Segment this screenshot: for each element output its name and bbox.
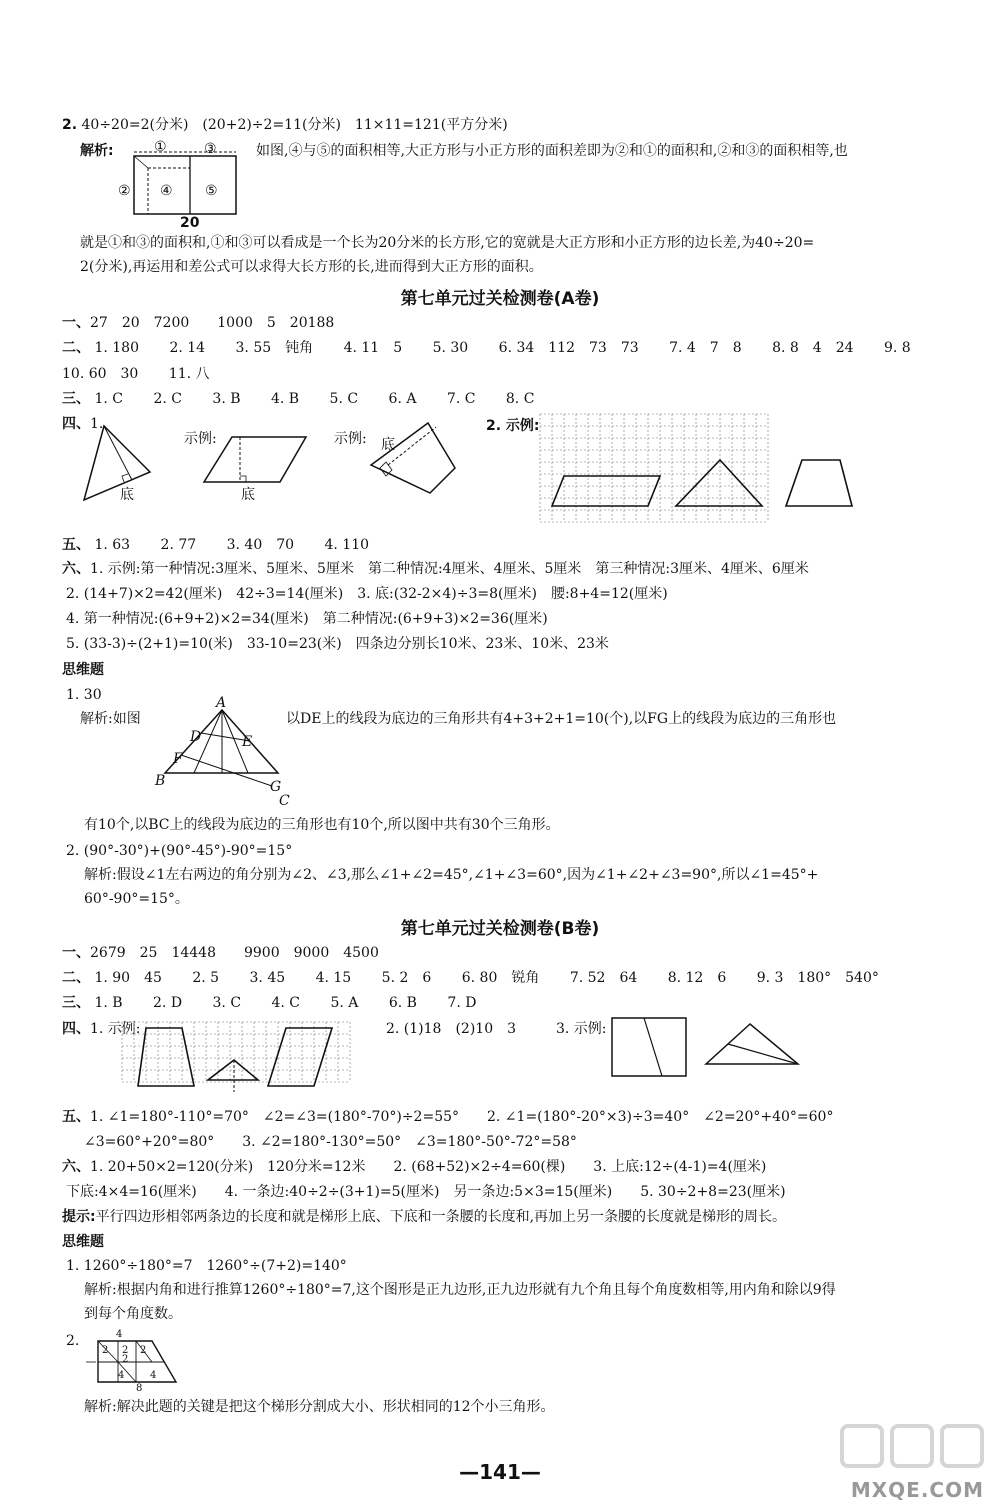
fig-point-G: G [270, 779, 282, 795]
a-think-jx2b: 60°-90°=15°。 [84, 891, 189, 907]
fig-point-E: E [242, 734, 253, 750]
a-s6-l1: 六、1. 示例:第一种情况:3厘米、5厘米、5厘米 第二种情况:4厘米、4厘米、5厘米 第三种情况:3厘米、4厘米、6厘米 [62, 561, 809, 577]
q2-jiexi-label: 解析: [80, 143, 114, 159]
b-s6-l1: 六、1. 20+50×2=120(分米) 120分米=12米 2. (68+52)×2÷4=60(棵) 3. 上底:12÷(4-1)=4(厘米) [62, 1159, 767, 1175]
a-s4-label: 四、1. [62, 416, 104, 432]
a-s4-shili-2: 示例: [334, 431, 367, 447]
b-think-jx1a: 解析:根据内角和进行推算1260°÷180°=7,这个图形是正九边形,正九边形就有九个角且每个角度数相等,用内角和除以9得 [84, 1282, 836, 1298]
a-s3: 三、 1. C 2. C 3. B 4. B 5. C 6. A 7. C 8. C [62, 391, 535, 407]
fig-label-c4: ④ [160, 183, 173, 199]
a-s4-di-2: 底 [241, 487, 255, 503]
a-s4-di-3: 底 [381, 437, 395, 453]
b-s1: 一、2679 25 14448 9900 9000 4500 [62, 945, 379, 961]
b-s2: 二、 1. 90 45 2. 5 3. 45 4. 15 5. 2 6 6. 80 锐角 7. 52 64 8. 12 6 9. 3 180° 540° [62, 970, 879, 986]
b-think-q2: 2. [66, 1333, 80, 1349]
fig-label-c1: ① [154, 139, 167, 155]
b-think-q1: 1. 1260°÷180°=7 1260°÷(7+2)=140° [66, 1258, 347, 1274]
trap-n4b: 4 [150, 1370, 157, 1381]
a-s2-row1: 二、 1. 180 2. 14 3. 55 钝角 4. 11 5 5. 30 6. 34 112 73 73 7. 4 7 8 8. 8 4 24 9. 8 [62, 340, 911, 356]
a-s2-row2: 10. 60 30 11. 八 [62, 366, 210, 382]
trap-n2c: 2 [122, 1354, 129, 1365]
b-think-label: 思维题 [62, 1234, 104, 1250]
b-s5-l2: ∠3=60°+20°=80° 3. ∠2=180°-130°=50° ∠3=180°-50°-72°=58° [84, 1134, 577, 1150]
watermark-text: MXQE.COM [850, 1478, 984, 1502]
fig-label-c5: ⑤ [205, 183, 218, 199]
a-think-jiexi: 解析:如图 [80, 711, 141, 727]
q2-explain-3: 2(分米),再运用和差公式可以求得大长方形的长,进而得到大正方形的面积。 [80, 259, 543, 275]
b-s6-tishi: 提示:平行四边形相邻两条边的长度和就是梯形上底、下底和一条腰的长度和,再加上另一条腰的长度就是梯形的周长。 [62, 1209, 787, 1225]
b-s3: 三、 1. B 2. D 3. C 4. C 5. A 6. B 7. D [62, 995, 477, 1011]
q2-line: 2. 40÷20=2(分米) (20+2)÷2=11(分米) 11×11=121(平方分米) [62, 117, 508, 133]
section-a-title: 第七单元过关检测卷(A卷) [400, 289, 600, 309]
page-number: —141— [459, 1460, 541, 1484]
a-s6-l4: 5. (33-3)÷(2+1)=10(米) 33-10=23(米) 四条边分别长10米、23米、10米、23米 [66, 636, 609, 652]
trap-top-label: 4 [116, 1329, 123, 1340]
fig-label-c3: ③ [204, 141, 217, 157]
b-think-jx1b: 到每个角度数。 [84, 1306, 182, 1322]
a-s5: 五、 1. 63 2. 77 3. 40 70 4. 110 [62, 537, 370, 553]
trap-bottom-label: 8 [136, 1383, 143, 1394]
trap-n4a: 4 [118, 1370, 125, 1381]
b-s4-label: 四、1. 示例: [62, 1021, 141, 1037]
a-think-text2: 有10个,以BC上的线段为底边的三角形也有10个,所以图中共有30个三角形。 [84, 817, 560, 833]
fig-point-D: D [190, 729, 202, 745]
a-s1: 一、27 20 7200 1000 5 20188 [62, 315, 335, 331]
trap-n2d: 2 [140, 1345, 147, 1356]
fig-point-A: A [216, 695, 227, 711]
q2-explain-1: 如图,④与⑤的面积相等,大正方形与小正方形的面积差即为②和①的面积和,②和③的面积相等,也 [256, 143, 848, 159]
trap-n2b: 2 [122, 1345, 129, 1356]
b-s4-q2: 2. (1)18 (2)10 3 [386, 1021, 517, 1037]
b-s5-l1: 五、1. ∠1=180°-110°=70° ∠2=∠3=(180°-70°)÷2=55° 2. ∠1=(180°-20°×3)÷3=40° ∠2=20°+40°=60° [62, 1109, 834, 1125]
fig-point-B: B [155, 773, 166, 789]
fig-point-C: C [279, 793, 290, 809]
a-s4-di-1: 底 [120, 487, 134, 503]
a-think-label: 思维题 [62, 662, 104, 678]
a-think-q2: 2. (90°-30°)+(90°-45°)-90°=15° [66, 843, 293, 859]
fig-label-dim: 20 [180, 215, 200, 231]
trap-n2a: 2 [102, 1345, 109, 1356]
fig-label-c2: ② [118, 183, 131, 199]
a-s4-shili-1: 示例: [184, 431, 217, 447]
b-think-jx2: 解析:解决此题的关键是把这个梯形分割成大小、形状相同的12个小三角形。 [84, 1399, 555, 1415]
a-s6-l3: 4. 第一种情况:(6+9+2)×2=34(厘米) 第二种情况:(6+9+3)×2=36(厘米) [66, 611, 548, 627]
a-s6-l2: 2. (14+7)×2=42(厘米) 42÷3=14(厘米) 3. 底:(32-2×4)÷3=8(厘米) 腰:8+4=12(厘米) [66, 586, 668, 602]
fig-point-F: F [173, 751, 183, 767]
a-think-text1: 以DE上的线段为底边的三角形共有4+3+2+1=10(个),以FG上的线段为底边的三角形也 [286, 711, 837, 727]
a-think-q1: 1. 30 [66, 687, 102, 703]
b-s4-q3-label: 3. 示例: [556, 1021, 607, 1037]
section-b-title: 第七单元过关检测卷(B卷) [400, 919, 600, 939]
a-think-jx2a: 解析:假设∠1左右两边的角分别为∠2、∠3,那么∠1+∠2=45°,∠1+∠3=60°,因为∠1+∠2+∠3=90°,所以∠1=45°+ [84, 867, 819, 883]
q2-explain-2: 就是①和③的面积和,①和③可以看成是一个长为20分米的长方形,它的宽就是大正方形和小正方形的边长差,为40÷20= [80, 235, 815, 251]
b-s6-l2: 下底:4×4=16(厘米) 4. 一条边:40÷2÷(3+1)=5(厘米) 另一条边:5×3=15(厘米) 5. 30÷2+8=23(厘米) [66, 1184, 786, 1200]
a-s4-q2-label: 2. 示例: [486, 418, 540, 434]
